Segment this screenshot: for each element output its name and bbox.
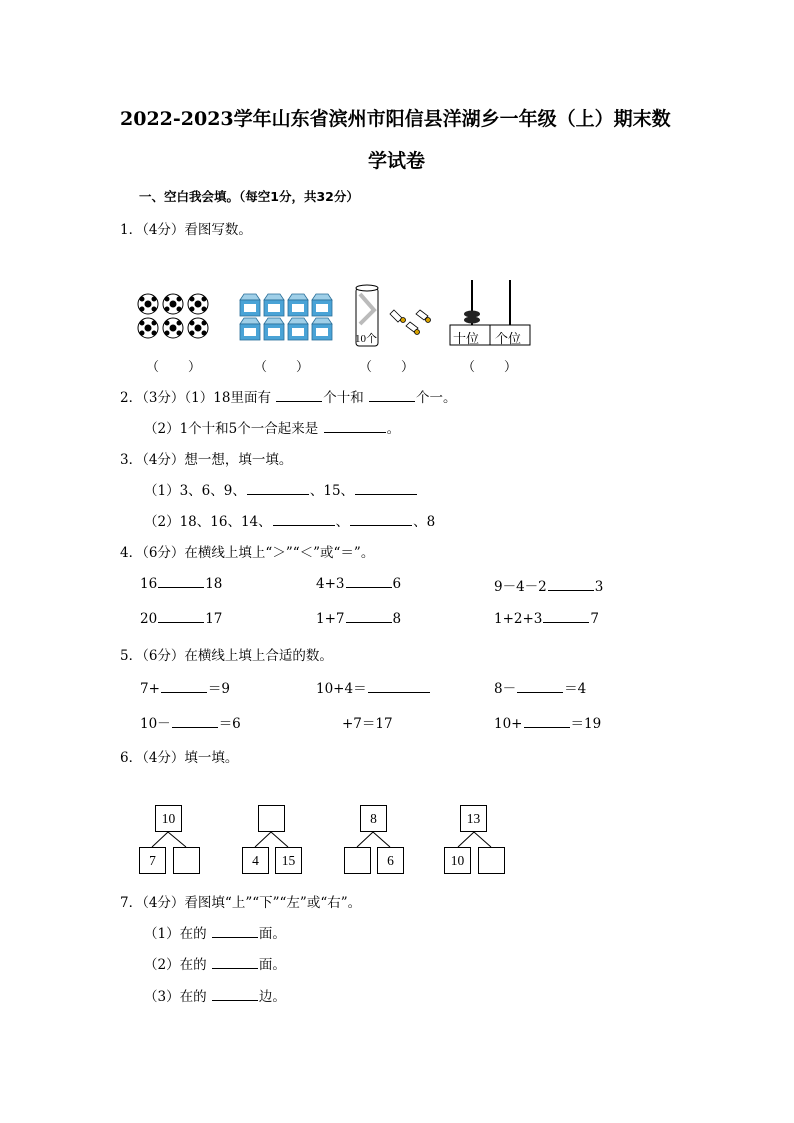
bond-2-top-input[interactable]: [258, 805, 285, 832]
q5-item-4: [140, 712, 241, 732]
q2-blank-1[interactable]: [276, 389, 322, 402]
q3-line2-end: 、8: [413, 514, 436, 530]
tube-label: 10个: [355, 333, 377, 345]
q2-line2-text: （2）1个十和5个一合起来是: [144, 421, 319, 437]
q7-item-3-text: （3）在的: [144, 989, 207, 1005]
q7-blank-3[interactable]: [212, 988, 258, 1001]
q3-line1-text: （1）3、6、9、: [144, 483, 246, 499]
q4-item-3-right: 3: [594, 579, 604, 595]
soccer-balls-picture: [136, 292, 216, 342]
question-7-stem: 7．（4分）看图填“上”“下”“左”或“右”。: [120, 895, 362, 911]
q4-item-3: [494, 575, 603, 595]
milk-carton-icon: [288, 318, 308, 340]
bond-4-right-input[interactable]: [478, 847, 505, 874]
q4-item-2-left: 4+3: [316, 576, 345, 592]
question-3-stem: 3．（4分）想一想，填一填。: [120, 452, 293, 468]
q4-item-4-right: 17: [205, 611, 223, 627]
q5-item-2-left: 10+4＝: [316, 681, 367, 697]
q5-item-6-right: ＝19: [570, 716, 602, 732]
milk-carton-icon: [240, 318, 260, 340]
q5-item-3: [494, 677, 586, 697]
soccer-ball-icon: [138, 318, 158, 338]
bond-3-left-input[interactable]: [344, 847, 371, 874]
q4-blank-1[interactable]: [158, 575, 204, 588]
q3-blank-3[interactable]: [273, 513, 335, 526]
question-2-line2: [144, 417, 400, 437]
soccer-ball-icon: [163, 294, 183, 314]
q2-text-b: 个十和: [323, 390, 364, 406]
milk-cartons-picture: [236, 292, 336, 342]
bond-2-right: 15: [275, 847, 302, 874]
q5-item-2: [316, 677, 431, 697]
q5-item-1: [140, 677, 230, 697]
q4-item-6-left: 1+2+3: [494, 611, 543, 627]
q5-item-5: [342, 712, 393, 732]
question-2-line1: [120, 386, 457, 406]
page-title-line1: 2022-2023学年山东省滨州市阳信县洋湖乡一年级（上）期末数: [120, 108, 671, 130]
milk-carton-icon: [312, 294, 332, 316]
soccer-ball-icon: [163, 318, 183, 338]
section-heading: 一、空白我会填。（每空1分，共32分）: [139, 189, 359, 204]
q5-item-6-left: 10+: [494, 716, 523, 732]
milk-carton-icon: [264, 294, 284, 316]
milk-carton-icon: [288, 294, 308, 316]
q5-blank-2[interactable]: [368, 680, 430, 693]
bond-4-top: 13: [460, 805, 487, 832]
q4-item-2-right: 6: [392, 576, 402, 592]
soccer-ball-icon: [138, 294, 158, 314]
q4-blank-5[interactable]: [346, 610, 392, 623]
q4-item-1-left: 16: [140, 576, 158, 592]
bond-2-left: 4: [242, 847, 269, 874]
q4-item-4: [140, 610, 222, 627]
answer-paren-2[interactable]: （ ）: [254, 360, 311, 375]
q4-item-1: [140, 575, 222, 592]
q2-text-c: 个一。: [416, 390, 457, 406]
q7-item-1: [144, 922, 286, 942]
milk-carton-icon: [264, 318, 284, 340]
q4-item-5: [316, 610, 401, 627]
question-1-stem: 1．（4分）看图写数。: [120, 222, 252, 238]
q2-blank-3[interactable]: [324, 420, 386, 433]
q4-item-4-left: 20: [140, 611, 158, 627]
q7-item-1-end: 面。: [258, 926, 286, 942]
q5-blank-4[interactable]: [172, 715, 218, 728]
q5-item-1-right: ＝9: [207, 681, 230, 697]
milk-carton-icon: [240, 294, 260, 316]
q4-blank-6[interactable]: [543, 610, 589, 623]
abacus-ones-label: 个位: [495, 332, 522, 347]
q7-item-3: [144, 985, 286, 1005]
question-3-line1: [144, 479, 418, 499]
bond-1-left: 7: [139, 847, 166, 874]
q7-item-2-text: （2）在的: [144, 957, 207, 973]
q3-line1-mid: 、15、: [309, 483, 355, 499]
q3-line2-text: （2）18、16、14、: [144, 514, 272, 530]
question-6-stem: 6．（4分）填一填。: [120, 750, 239, 766]
q4-item-6-right: 7: [590, 611, 599, 627]
q4-item-5-left: 1+7: [316, 611, 345, 627]
q2-line2-end: 。: [386, 421, 401, 437]
bond-1-top: 10: [155, 805, 182, 832]
answer-paren-4[interactable]: （ ）: [462, 360, 519, 375]
q4-item-1-right: 18: [205, 576, 223, 592]
soccer-ball-icon: [188, 294, 208, 314]
q4-item-6: [494, 610, 599, 627]
question-4-stem: 4．（6分）在横线上填上“＞”“＜”或“＝”。: [120, 545, 375, 561]
answer-paren-3[interactable]: （ ）: [359, 360, 416, 375]
abacus-tens-label: 十位: [453, 332, 480, 347]
q4-item-3-left: 9－4－2: [494, 579, 547, 595]
q3-blank-2[interactable]: [355, 482, 417, 495]
q5-item-1-left: 7+: [140, 681, 160, 697]
q7-item-2: [144, 953, 286, 973]
page-title-line2: 学试卷: [368, 150, 426, 172]
q2-text-a: 2．（3分）（1）18里面有: [120, 390, 271, 406]
milk-carton-icon: [312, 318, 332, 340]
q4-blank-3[interactable]: [548, 578, 594, 591]
q3-line2-mid: 、: [335, 514, 350, 530]
q5-item-3-right: ＝4: [564, 681, 587, 697]
q5-item-6: [494, 712, 601, 732]
q4-blank-4[interactable]: [158, 610, 204, 623]
q7-blank-2[interactable]: [212, 956, 258, 969]
answer-paren-1[interactable]: （ ）: [146, 360, 203, 375]
question-5-stem: 5．（6分）在横线上填上合适的数。: [120, 648, 333, 664]
q7-item-1-text: （1）在的: [144, 926, 207, 942]
question-3-line2: [144, 510, 435, 530]
q5-blank-1[interactable]: [161, 680, 207, 693]
q5-item-4-left: 10－: [140, 716, 171, 732]
q5-blank-6[interactable]: [524, 715, 570, 728]
q5-item-4-right: ＝6: [218, 716, 241, 732]
q7-item-2-end: 面。: [258, 957, 286, 973]
bond-3-right: 6: [377, 847, 404, 874]
q4-item-2: [316, 575, 401, 592]
q7-item-3-end: 边。: [258, 989, 286, 1005]
bond-3-top: 8: [360, 805, 387, 832]
q4-blank-2[interactable]: [346, 575, 392, 588]
soccer-ball-icon: [188, 318, 208, 338]
q3-blank-4[interactable]: [350, 513, 412, 526]
q2-blank-2[interactable]: [369, 389, 415, 402]
q5-blank-3[interactable]: [517, 680, 563, 693]
bond-4-left: 10: [444, 847, 471, 874]
q4-item-5-right: 8: [392, 611, 402, 627]
q5-item-5-right: +7＝17: [342, 716, 393, 732]
q5-item-3-left: 8－: [494, 681, 517, 697]
q3-blank-1[interactable]: [247, 482, 309, 495]
bond-1-right-input[interactable]: [173, 847, 200, 874]
q7-blank-1[interactable]: [212, 925, 258, 938]
